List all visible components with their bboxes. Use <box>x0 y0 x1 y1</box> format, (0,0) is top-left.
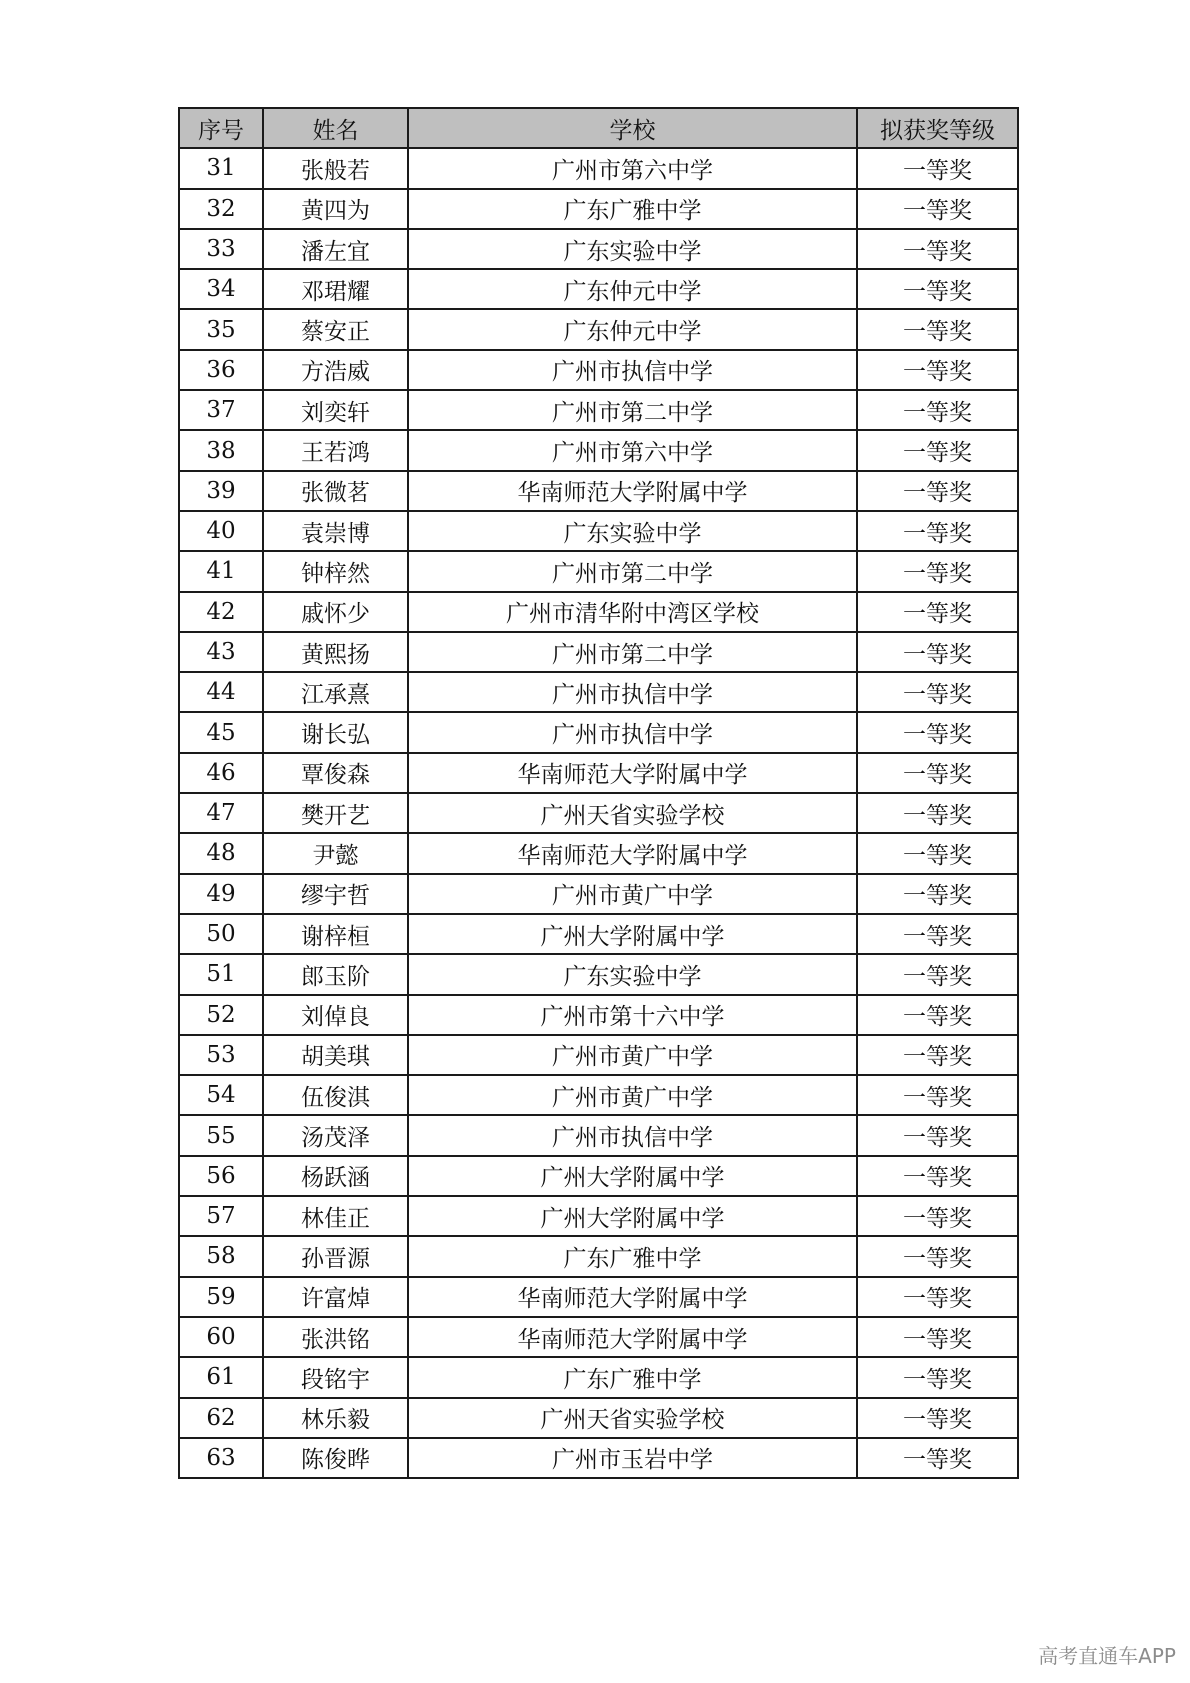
cell-school: 广东广雅中学 <box>408 1236 857 1276</box>
cell-award: 一等奖 <box>857 592 1018 632</box>
cell-no: 47 <box>179 793 263 833</box>
cell-name: 黄四为 <box>263 189 408 229</box>
cell-name: 张般若 <box>263 148 408 188</box>
cell-name: 钟梓然 <box>263 551 408 591</box>
cell-no: 50 <box>179 914 263 954</box>
cell-award: 一等奖 <box>857 632 1018 672</box>
cell-school: 广州市第十六中学 <box>408 995 857 1035</box>
table-row <box>179 954 1018 994</box>
cell-award: 一等奖 <box>857 712 1018 752</box>
table-row <box>179 592 1018 632</box>
cell-school: 广州市第六中学 <box>408 430 857 470</box>
cell-award: 一等奖 <box>857 1156 1018 1196</box>
cell-school: 广州市第二中学 <box>408 551 857 591</box>
cell-name: 方浩威 <box>263 350 408 390</box>
table-row <box>179 1115 1018 1155</box>
cell-school: 广东实验中学 <box>408 229 857 269</box>
cell-school: 广东实验中学 <box>408 954 857 994</box>
cell-award: 一等奖 <box>857 1035 1018 1075</box>
cell-school: 广东广雅中学 <box>408 1357 857 1397</box>
table-row <box>179 914 1018 954</box>
cell-award: 一等奖 <box>857 430 1018 470</box>
table-row <box>179 1317 1018 1357</box>
table-header <box>179 108 1018 148</box>
cell-no: 55 <box>179 1115 263 1155</box>
table-row <box>179 551 1018 591</box>
cell-name: 覃俊森 <box>263 753 408 793</box>
cell-school: 华南师范大学附属中学 <box>408 471 857 511</box>
table-row <box>179 350 1018 390</box>
cell-school: 广州天省实验学校 <box>408 793 857 833</box>
table-row <box>179 430 1018 470</box>
table-row <box>179 874 1018 914</box>
table-row <box>179 833 1018 873</box>
cell-name: 邓珺耀 <box>263 269 408 309</box>
table-body <box>179 148 1018 1478</box>
cell-no: 41 <box>179 551 263 591</box>
cell-award: 一等奖 <box>857 390 1018 430</box>
cell-school: 华南师范大学附属中学 <box>408 833 857 873</box>
table-row <box>179 1035 1018 1075</box>
cell-name: 许富焯 <box>263 1277 408 1317</box>
table-row <box>179 1277 1018 1317</box>
cell-school: 广州大学附属中学 <box>408 1156 857 1196</box>
cell-award: 一等奖 <box>857 350 1018 390</box>
cell-school: 广州市第二中学 <box>408 632 857 672</box>
cell-no: 45 <box>179 712 263 752</box>
table-row <box>179 1357 1018 1397</box>
cell-award: 一等奖 <box>857 551 1018 591</box>
cell-school: 广州市第二中学 <box>408 390 857 430</box>
cell-award: 一等奖 <box>857 1196 1018 1236</box>
cell-school: 广州市第六中学 <box>408 148 857 188</box>
table-row <box>179 1196 1018 1236</box>
cell-award: 一等奖 <box>857 914 1018 954</box>
cell-name: 江承熹 <box>263 672 408 712</box>
cell-school: 广州天省实验学校 <box>408 1398 857 1438</box>
table-row <box>179 229 1018 269</box>
cell-name: 刘奕轩 <box>263 390 408 430</box>
cell-no: 46 <box>179 753 263 793</box>
cell-no: 42 <box>179 592 263 632</box>
cell-name: 袁崇博 <box>263 511 408 551</box>
table-row <box>179 309 1018 349</box>
cell-school: 广州市执信中学 <box>408 350 857 390</box>
cell-no: 43 <box>179 632 263 672</box>
cell-school: 广东仲元中学 <box>408 309 857 349</box>
cell-award: 一等奖 <box>857 229 1018 269</box>
cell-school: 广州市清华附中湾区学校 <box>408 592 857 632</box>
cell-school: 华南师范大学附属中学 <box>408 1277 857 1317</box>
cell-award: 一等奖 <box>857 1236 1018 1276</box>
cell-name: 陈俊晔 <box>263 1438 408 1478</box>
cell-school: 广东仲元中学 <box>408 269 857 309</box>
table-row <box>179 1398 1018 1438</box>
cell-name: 刘倬良 <box>263 995 408 1035</box>
cell-no: 40 <box>179 511 263 551</box>
cell-school: 广州市执信中学 <box>408 672 857 712</box>
cell-award: 一等奖 <box>857 269 1018 309</box>
table-row <box>179 995 1018 1035</box>
award-list-table <box>178 107 1019 1479</box>
cell-name: 张洪铭 <box>263 1317 408 1357</box>
cell-award: 一等奖 <box>857 471 1018 511</box>
cell-award: 一等奖 <box>857 1398 1018 1438</box>
cell-no: 57 <box>179 1196 263 1236</box>
cell-no: 35 <box>179 309 263 349</box>
table-row <box>179 1156 1018 1196</box>
header-no: 序号 <box>179 108 263 148</box>
cell-award: 一等奖 <box>857 309 1018 349</box>
header-row <box>179 108 1018 148</box>
cell-name: 胡美琪 <box>263 1035 408 1075</box>
cell-name: 潘左宜 <box>263 229 408 269</box>
cell-school: 广州市黄广中学 <box>408 1075 857 1115</box>
cell-award: 一等奖 <box>857 793 1018 833</box>
cell-name: 樊开艺 <box>263 793 408 833</box>
table-row <box>179 471 1018 511</box>
cell-award: 一等奖 <box>857 833 1018 873</box>
cell-no: 37 <box>179 390 263 430</box>
cell-no: 32 <box>179 189 263 229</box>
cell-no: 60 <box>179 1317 263 1357</box>
cell-school: 广州大学附属中学 <box>408 914 857 954</box>
cell-no: 31 <box>179 148 263 188</box>
table-row <box>179 1075 1018 1115</box>
cell-no: 36 <box>179 350 263 390</box>
header-school: 学校 <box>408 108 857 148</box>
cell-no: 52 <box>179 995 263 1035</box>
cell-name: 黄熙扬 <box>263 632 408 672</box>
table-row <box>179 148 1018 188</box>
cell-name: 戚怀少 <box>263 592 408 632</box>
table-row <box>179 1438 1018 1478</box>
cell-school: 广州市黄广中学 <box>408 874 857 914</box>
cell-school: 广州市执信中学 <box>408 1115 857 1155</box>
cell-school: 华南师范大学附属中学 <box>408 1317 857 1357</box>
cell-no: 38 <box>179 430 263 470</box>
cell-award: 一等奖 <box>857 874 1018 914</box>
cell-school: 广东实验中学 <box>408 511 857 551</box>
cell-no: 34 <box>179 269 263 309</box>
cell-name: 孙晋源 <box>263 1236 408 1276</box>
cell-school: 广州大学附属中学 <box>408 1196 857 1236</box>
cell-award: 一等奖 <box>857 189 1018 229</box>
cell-award: 一等奖 <box>857 1115 1018 1155</box>
cell-school: 广州市黄广中学 <box>408 1035 857 1075</box>
cell-name: 张微茗 <box>263 471 408 511</box>
cell-award: 一等奖 <box>857 148 1018 188</box>
cell-name: 缪宇哲 <box>263 874 408 914</box>
cell-no: 49 <box>179 874 263 914</box>
watermark: 高考直通车APP <box>1038 1644 1176 1668</box>
cell-award: 一等奖 <box>857 995 1018 1035</box>
table-row <box>179 793 1018 833</box>
cell-no: 39 <box>179 471 263 511</box>
table-row <box>179 672 1018 712</box>
cell-no: 62 <box>179 1398 263 1438</box>
cell-no: 51 <box>179 954 263 994</box>
cell-name: 郎玉阶 <box>263 954 408 994</box>
cell-name: 林乐毅 <box>263 1398 408 1438</box>
cell-no: 44 <box>179 672 263 712</box>
cell-no: 54 <box>179 1075 263 1115</box>
cell-school: 广州市玉岩中学 <box>408 1438 857 1478</box>
cell-name: 杨跃涵 <box>263 1156 408 1196</box>
table-row <box>179 189 1018 229</box>
cell-award: 一等奖 <box>857 1438 1018 1478</box>
cell-no: 33 <box>179 229 263 269</box>
cell-name: 段铭宇 <box>263 1357 408 1397</box>
cell-no: 48 <box>179 833 263 873</box>
cell-school: 广东广雅中学 <box>408 189 857 229</box>
header-award: 拟获奖等级 <box>857 108 1018 148</box>
cell-award: 一等奖 <box>857 753 1018 793</box>
cell-name: 谢长弘 <box>263 712 408 752</box>
cell-no: 61 <box>179 1357 263 1397</box>
cell-award: 一等奖 <box>857 1357 1018 1397</box>
table-row <box>179 753 1018 793</box>
cell-award: 一等奖 <box>857 954 1018 994</box>
table-row <box>179 712 1018 752</box>
cell-award: 一等奖 <box>857 672 1018 712</box>
cell-name: 汤茂泽 <box>263 1115 408 1155</box>
cell-name: 尹懿 <box>263 833 408 873</box>
cell-name: 王若鸿 <box>263 430 408 470</box>
cell-no: 58 <box>179 1236 263 1276</box>
cell-no: 53 <box>179 1035 263 1075</box>
table-row <box>179 269 1018 309</box>
header-name: 姓名 <box>263 108 408 148</box>
cell-name: 伍俊淇 <box>263 1075 408 1115</box>
table-row <box>179 511 1018 551</box>
cell-name: 谢梓桓 <box>263 914 408 954</box>
cell-award: 一等奖 <box>857 511 1018 551</box>
cell-school: 华南师范大学附属中学 <box>408 753 857 793</box>
table-row <box>179 1236 1018 1276</box>
cell-award: 一等奖 <box>857 1075 1018 1115</box>
cell-award: 一等奖 <box>857 1277 1018 1317</box>
cell-award: 一等奖 <box>857 1317 1018 1357</box>
cell-name: 蔡安正 <box>263 309 408 349</box>
cell-no: 56 <box>179 1156 263 1196</box>
table-row <box>179 632 1018 672</box>
cell-no: 59 <box>179 1277 263 1317</box>
table-row <box>179 390 1018 430</box>
cell-school: 广州市执信中学 <box>408 712 857 752</box>
cell-no: 63 <box>179 1438 263 1478</box>
cell-name: 林佳正 <box>263 1196 408 1236</box>
